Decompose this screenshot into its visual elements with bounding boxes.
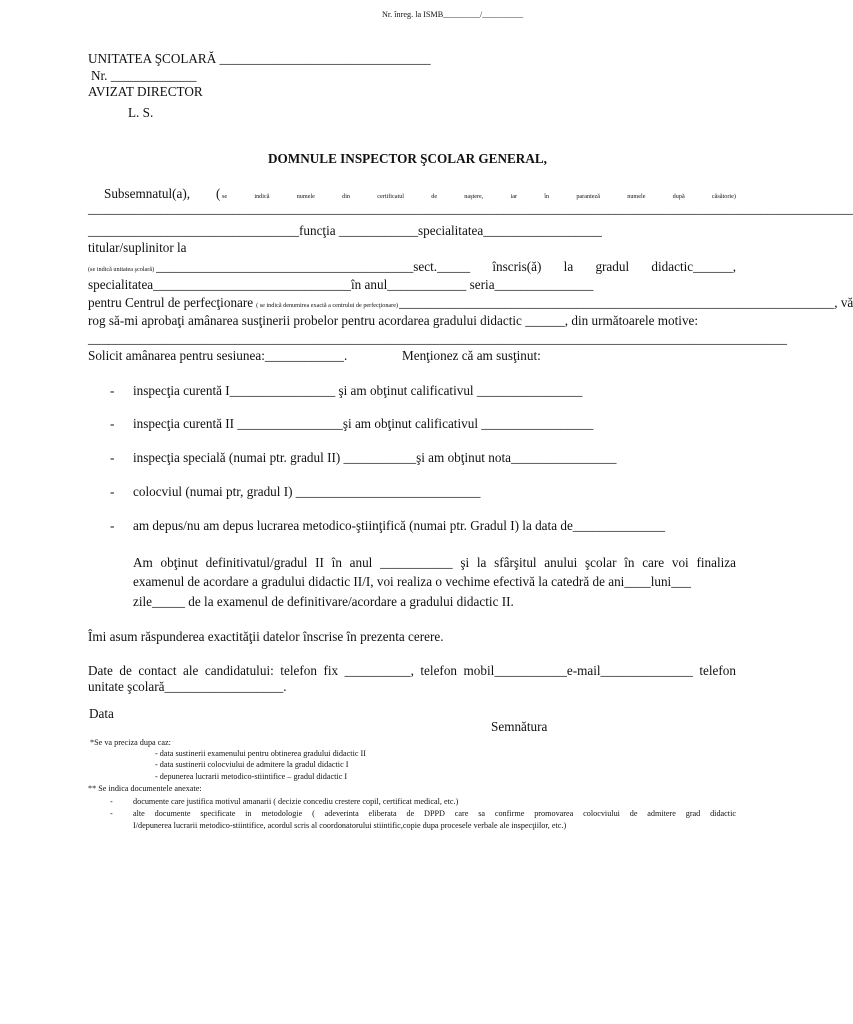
director-approval: AVIZAT DIRECTOR — [88, 84, 203, 99]
didactic-blank: didactic______, — [651, 259, 736, 274]
annex-dash: - — [110, 809, 113, 818]
name-hint-word: certificatul — [377, 193, 405, 200]
centru-suffix: __________________________________________________________________, vă — [399, 295, 853, 310]
school-unit: UNITATEA ŞCOLARĂ ________________________________ — [88, 51, 431, 66]
note-star-item: - data sustinerii colocviului de admitere la gradul didactic I — [155, 760, 349, 769]
centru-line — [88, 295, 853, 314]
contact-line-1: Date de contact ale candidatului: telefon fix __________, telefon mobil___________e-mail______________ telefon — [88, 663, 736, 678]
name-hint-word: numele — [627, 193, 646, 200]
bullet-dash: - — [110, 383, 115, 398]
subsemnatul-label: Subsemnatul(a), — [104, 186, 191, 201]
bullet-item: inspecţia specială (numai ptr. gradul II) ___________şi am obţinut nota________________ — [133, 450, 617, 465]
bullet-dash: - — [110, 484, 115, 499]
definitivat-line-3: zile_____ de la examenul de definitivare/acordare a gradului didactic II. — [133, 594, 514, 609]
la-label: la — [563, 259, 574, 274]
solicit-line: Solicit amânarea pentru sesiunea:____________. — [88, 348, 348, 363]
note-star: *Se va preciza dupa caz: — [90, 738, 171, 747]
definitivat-line-1: Am obţinut definitivatul/gradul II în anul ___________ şi la sfârşitul anului şcolar în care voi finaliza — [133, 555, 736, 570]
inscris-label: înscris(ă) — [492, 259, 542, 274]
signature-label: Semnătura — [491, 719, 548, 734]
name-hint-word: iar — [510, 193, 518, 200]
stamp-placeholder: L. S. — [128, 105, 154, 120]
paren-open: ( — [216, 186, 221, 201]
school-line — [88, 259, 736, 278]
name-hint-word: după — [672, 193, 685, 200]
name-hint-word: în — [544, 193, 550, 200]
name-blank: ____________________________________________________________________________________________________________________ — [88, 201, 853, 216]
registration-number: Nr. înreg. la ISMB_________/__________ — [382, 10, 524, 19]
name-hint-word: paranteză — [576, 193, 601, 200]
name-hint-word: numele — [296, 193, 315, 200]
name-hint-word: indică — [254, 193, 270, 200]
functia-line: ________________________________funcţia ____________specialitatea__________________ — [88, 223, 602, 238]
name-hint-word: se — [222, 193, 228, 200]
mentionez-line: Menţionez că am susţinut: — [402, 348, 541, 363]
bullet-dash: - — [110, 450, 115, 465]
gradul-label: gradul — [595, 259, 630, 274]
bullet-item: inspecţia curentă I________________ şi am obţinut calificativul ________________ — [133, 383, 583, 398]
contact-line-2: unitate şcolară__________________. — [88, 679, 287, 694]
responsibility-statement: Îmi asum răspunderea exactităţii datelor înscrise în prezenta cerere. — [88, 629, 444, 644]
annex-dash: - — [110, 797, 113, 806]
annex-item: documente care justifica motivul amanarii ( decizie concediu crestere copil, certificat medical, etc.) — [133, 797, 459, 806]
name-hint-word: căsătorie) — [711, 193, 736, 200]
bullet-dash: - — [110, 518, 115, 533]
note-double-star: ** Se indica documentele anexate: — [88, 784, 202, 793]
note-star-item: - data sustinerii examenului pentru obtinerea gradului didactic II — [155, 749, 366, 758]
page-title: DOMNULE INSPECTOR ŞCOLAR GENERAL, — [268, 151, 547, 166]
rog-line: rog să-mi aprobaţi amânarea susţinerii probelor pentru acordarea gradului didactic ______, din următoarele motive: — [88, 313, 699, 328]
bullet-item: am depus/nu am depus lucrarea metodico-ştiinţifică (numai ptr. Gradul I) la data de______________ — [133, 518, 666, 533]
date-label: Data — [89, 706, 114, 721]
school-hint: (se indică unitatea şcolară) — [88, 266, 155, 273]
note-star-item: - depunerea lucrarii metodico-stiintifice – gradul didactic I — [155, 772, 348, 781]
bullet-dash: - — [110, 416, 115, 431]
motive-blank: __________________________________________________________________________________________________________ — [88, 331, 787, 346]
school-blank: _______________________________________sect._____ — [156, 259, 471, 274]
annex-item: alte documente specificate in metodologie ( adeverinta eliberata de DPPD care sa confirme promovarea colocviului de admitere grad didactic — [133, 809, 736, 818]
name-hint-word: naştere, — [464, 193, 484, 200]
bullet-item: inspecţia curentă II ________________şi am obţinut calificativul _________________ — [133, 416, 594, 431]
definitivat-line-2: examenul de acordare a gradului didactic II/I, voi realiza o vechime efectivă la catedră de ani____luni___ — [133, 574, 692, 589]
centru-prefix: pentru Centrul de perfecţionare — [88, 295, 254, 310]
name-hint-word: de — [431, 193, 438, 200]
centru-hint: ( se indică denumirea exactă a centrului de perfecţionare) — [256, 302, 399, 309]
annex-item: I/depunerea lucrarii metodico-stiintifice, acordul scris al coordonatorului stiintific,copie dupa procesele verbale ale inspecţiilor, etc.) — [133, 821, 567, 830]
specialitatea-line: specialitatea______________________________în anul____________ seria_______________ — [88, 277, 594, 292]
bullet-item: colocviul (numai ptr, gradul I) ____________________________ — [133, 484, 481, 499]
school-number: Nr. _____________ — [91, 68, 197, 83]
name-hint-word: din — [342, 193, 351, 200]
titular-label: titular/suplinitor la — [88, 240, 187, 255]
